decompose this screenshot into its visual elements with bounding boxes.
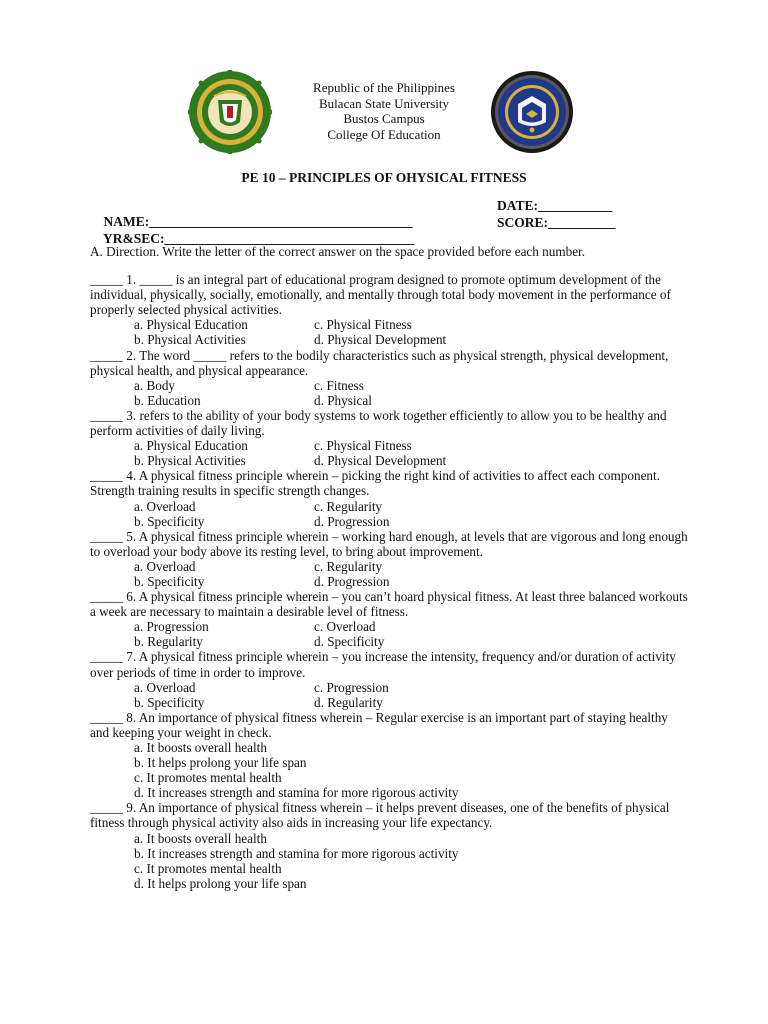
answer-option: c. Regularity bbox=[314, 498, 383, 514]
header-line-republic: Republic of the Philippines bbox=[313, 80, 455, 95]
answer-option: b. Specificity bbox=[134, 573, 205, 589]
answer-options bbox=[134, 740, 690, 800]
question-item bbox=[90, 348, 690, 408]
date-field[interactable]: DATE:___________ bbox=[497, 198, 613, 213]
question-list bbox=[90, 272, 690, 891]
answer-option: a. Physical Education bbox=[134, 438, 248, 454]
question-text: _____ 9. An importance of physical fitness wherein – it helps prevent diseases, one of the benefits of physical fitness through physical activity also aids in increasing your life expectancy. bbox=[90, 800, 670, 831]
name-field[interactable]: NAME:_______________________________________ bbox=[103, 214, 413, 229]
question-text: _____ 3. refers to the ability of your body systems to work together efficiently to allow you to be healthy and perform activities of daily living. bbox=[90, 407, 667, 439]
answer-option: c. Fitness bbox=[314, 377, 364, 393]
question-item bbox=[90, 649, 690, 709]
answer-option: d. Physical Development bbox=[314, 453, 447, 469]
answer-options bbox=[134, 559, 690, 589]
question-text: _____ 4. A physical fitness principle wherein – picking the right kind of activities to affect each component. Strength training results in specific strength changes. bbox=[90, 468, 660, 499]
answer-option: a. Overload bbox=[134, 679, 196, 695]
answer-option: d. It helps prolong your life span bbox=[134, 875, 307, 891]
answer-option: c. Physical Fitness bbox=[314, 438, 412, 454]
question-item bbox=[90, 272, 690, 347]
answer-option: b. Specificity bbox=[134, 513, 205, 529]
document-header bbox=[0, 70, 768, 160]
worksheet-content bbox=[90, 244, 690, 891]
page-title: PE 10 – PRINCIPLES OF OHYSICAL FITNESS bbox=[241, 170, 527, 185]
answer-options bbox=[134, 378, 690, 408]
question-item bbox=[90, 800, 690, 891]
answer-option: c. Physical Fitness bbox=[314, 317, 412, 333]
direction-text: A. Direction. Write the letter of the correct answer on the space provided before each number. bbox=[90, 244, 586, 259]
answer-options bbox=[134, 619, 690, 649]
answer-option: b. Specificity bbox=[134, 694, 205, 710]
question-item bbox=[90, 468, 690, 528]
question-text: _____ 5. A physical fitness principle wherein – working hard enough, at levels that are vigorous and long enough to overload your body above its resting level, to bring about improvement. bbox=[90, 528, 688, 559]
answer-option: c. Regularity bbox=[314, 558, 383, 574]
answer-option: d. Progression bbox=[314, 513, 390, 529]
score-field[interactable]: SCORE:__________ bbox=[497, 215, 616, 230]
question-text: _____ 8. An importance of physical fitness wherein – Regular exercise is an important part of staying healthy and keeping your weight in check. bbox=[90, 709, 668, 740]
answer-option: a. Overload bbox=[134, 558, 196, 574]
question-text: _____ 6. A physical fitness principle wherein – you can’t hoard physical fitness. At least three balanced workouts a week are necessary to maintain a desirable level of fitness. bbox=[90, 589, 688, 620]
answer-options bbox=[134, 317, 690, 347]
answer-option: b. It helps prolong your life span bbox=[134, 755, 307, 771]
answer-option: c. Overload bbox=[314, 619, 376, 635]
answer-option: d. It increases strength and stamina for more rigorous activity bbox=[134, 785, 459, 801]
answer-option: a. Overload bbox=[134, 498, 196, 514]
answer-options bbox=[134, 680, 690, 710]
answer-option: d. Physical Development bbox=[314, 332, 447, 348]
answer-option: d. Progression bbox=[314, 573, 390, 589]
question-item bbox=[90, 589, 690, 649]
answer-option: c. It promotes mental health bbox=[134, 860, 282, 876]
question-item bbox=[90, 710, 690, 801]
answer-options bbox=[134, 499, 690, 529]
answer-option: b. It increases strength and stamina for more rigorous activity bbox=[134, 845, 459, 861]
question-item bbox=[90, 529, 690, 589]
question-text: _____ 1. _____ is an integral part of educational program designed to promote optimum development of the individual, physically, socially, emotionally, and mentally through total body movement in the performance of properly selected physical activities. bbox=[90, 272, 671, 318]
header-text bbox=[0, 80, 768, 142]
answer-option: d. Specificity bbox=[314, 634, 385, 650]
answer-option: d. Physical bbox=[314, 392, 372, 408]
question-text: _____ 2. The word _____ refers to the bodily characteristics such as physical strength, physical development, physical health, and physical appearance. bbox=[90, 347, 669, 378]
answer-option: b. Physical Activities bbox=[134, 332, 246, 348]
header-line-campus: Bustos Campus bbox=[343, 111, 425, 126]
svg-text:1904: 1904 bbox=[223, 140, 237, 146]
header-line-university: Bulacan State University bbox=[319, 95, 449, 111]
answer-option: c. Progression bbox=[314, 679, 389, 695]
header-line-college: College Of Education bbox=[327, 126, 441, 142]
answer-option: b. Education bbox=[134, 392, 201, 408]
question-item bbox=[90, 408, 690, 468]
answer-option: a. It boosts overall health bbox=[134, 830, 267, 846]
answer-option: a. Progression bbox=[134, 619, 209, 635]
question-text: _____ 7. A physical fitness principle wherein – you increase the intensity, frequency and/or duration of activity over periods of time in order to improve. bbox=[90, 649, 676, 680]
answer-options bbox=[134, 831, 690, 891]
answer-option: a. It boosts overall health bbox=[134, 740, 267, 755]
answer-option: c. It promotes mental health bbox=[134, 770, 282, 786]
answer-option: b. Regularity bbox=[134, 634, 203, 650]
answer-option: a. Physical Education bbox=[134, 317, 248, 333]
answer-option: d. Regularity bbox=[314, 694, 383, 710]
answer-options bbox=[134, 438, 690, 468]
answer-option: b. Physical Activities bbox=[134, 453, 246, 469]
yrsec-field[interactable]: YR&SEC:_____________________________________ bbox=[103, 231, 415, 246]
answer-option: a. Body bbox=[134, 377, 176, 393]
